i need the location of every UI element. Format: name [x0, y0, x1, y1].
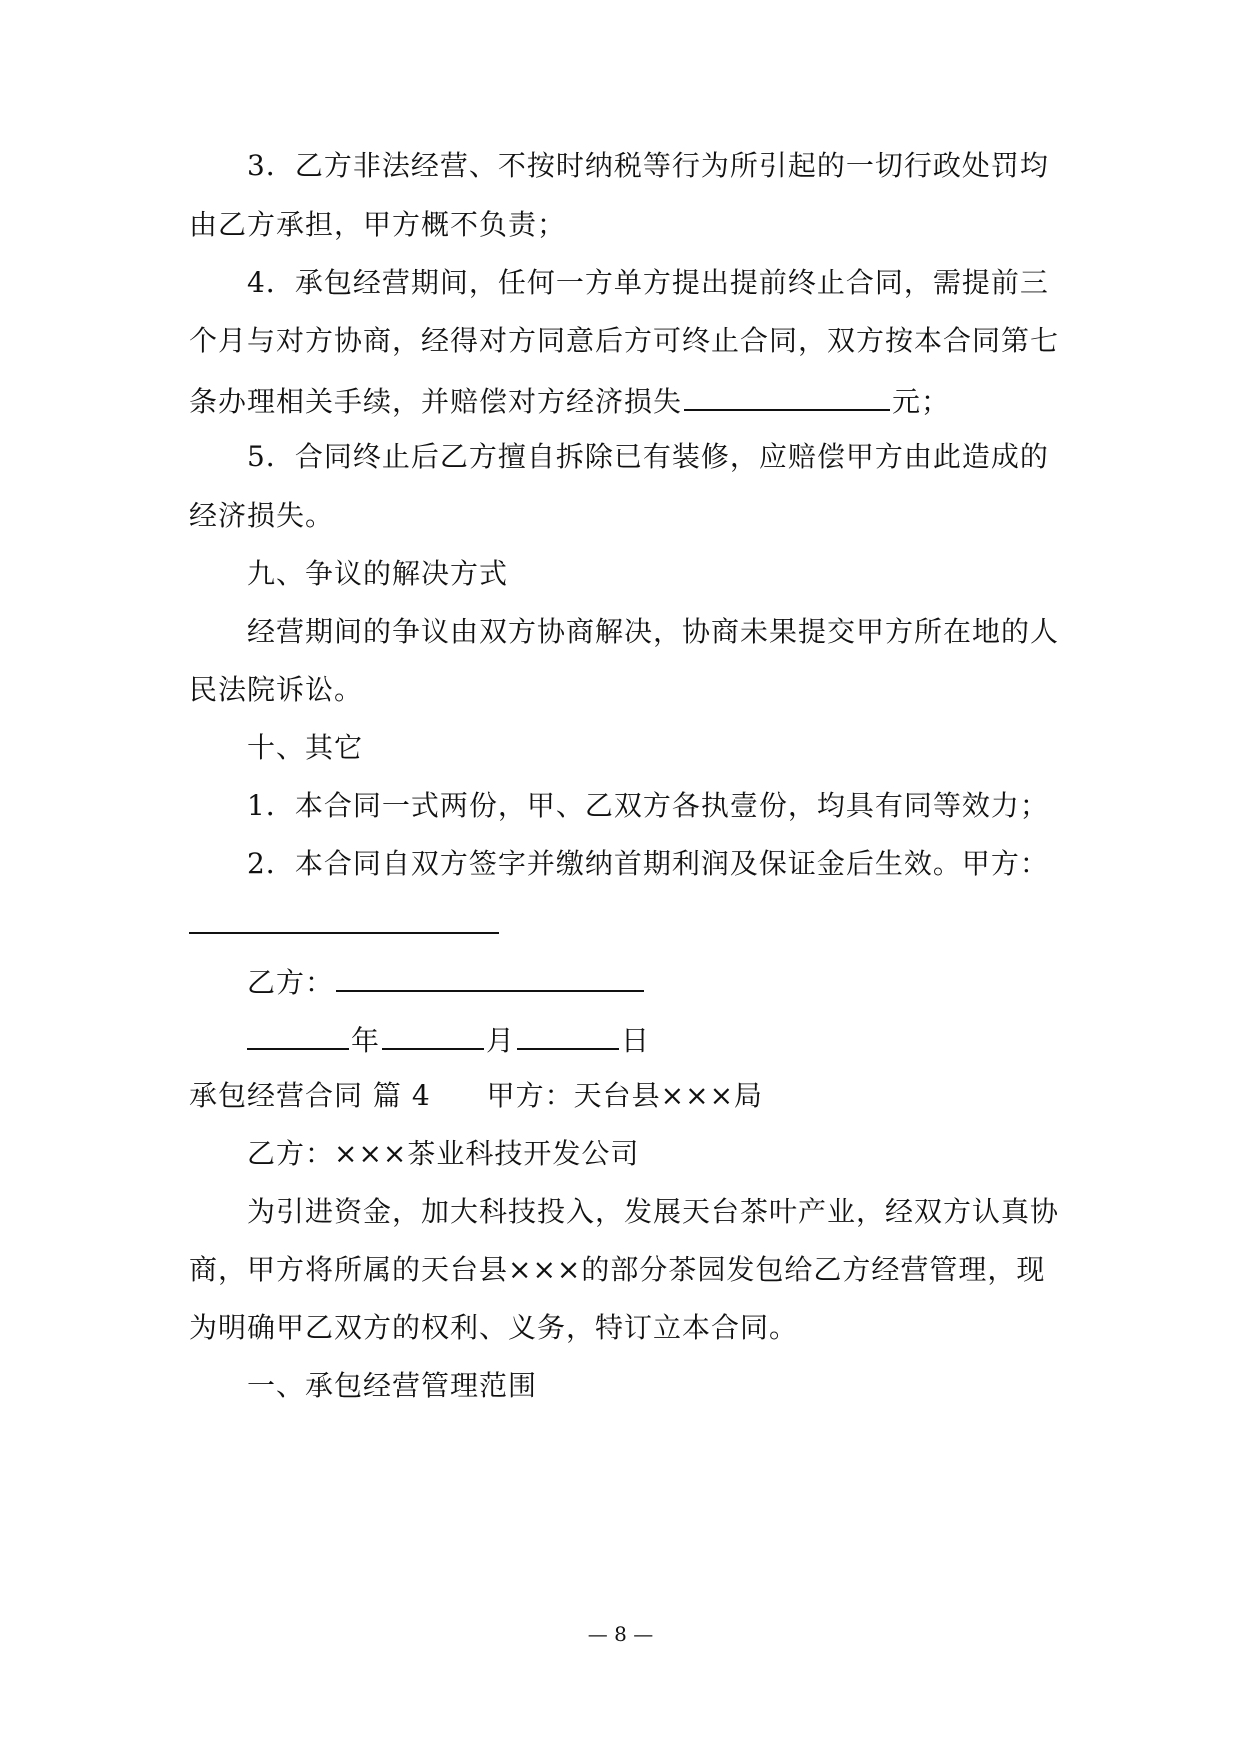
- clause-10-2: 2．本合同自双方签字并缴纳首期利润及保证金后生效。甲方：: [247, 847, 1049, 880]
- contract-number: 篇 4: [372, 1079, 431, 1112]
- year-label: 年: [351, 1024, 381, 1057]
- party-a-signature-blank: [189, 902, 499, 934]
- day-blank: [517, 1018, 619, 1050]
- clause-8-4-suffix: 元；: [892, 385, 951, 418]
- party-b-signature-row: [247, 960, 646, 1003]
- section-9-line-1: 经营期间的争议由双方协商解决，协商未果提交甲方所在地的人: [247, 615, 1060, 648]
- year-blank: [247, 1018, 349, 1050]
- clause-8-5-line-2: 经济损失。: [189, 499, 335, 532]
- section-9-heading: 九、争议的解决方式: [247, 557, 509, 590]
- preamble-line-3: 为明确甲乙双方的权利、义务，特订立本合同。: [189, 1311, 799, 1344]
- clause-8-3-line-1: 3．乙方非法经营、不按时纳税等行为所引起的一切行政处罚均: [247, 149, 1049, 182]
- party-b-label: 乙方：: [247, 966, 335, 999]
- section-1-heading: 一、承包经营管理范围: [247, 1369, 538, 1402]
- section-9-line-2: 民法院诉讼。: [189, 673, 364, 706]
- clause-8-4-text: 条办理相关手续，并赔偿对方经济损失: [189, 385, 683, 418]
- contract-title: 承包经营合同: [189, 1079, 364, 1112]
- month-blank: [382, 1018, 484, 1050]
- party-a-signature-line: [189, 902, 499, 945]
- party-a-name: 甲方：天台县×××局: [486, 1079, 764, 1112]
- compensation-amount-blank: [684, 379, 890, 411]
- party-b-name: 乙方：×××茶业科技开发公司: [247, 1137, 640, 1170]
- preamble-line-2: 商，甲方将所属的天台县×××的部分茶园发包给乙方经营管理，现: [189, 1253, 1046, 1286]
- clause-8-3-line-2: 由乙方承担，甲方概不负责；: [189, 208, 567, 241]
- clause-8-4-line-3: [189, 379, 950, 422]
- date-row: [247, 1018, 650, 1061]
- clause-10-1: 1．本合同一式两份，甲、乙双方各执壹份，均具有同等效力；: [247, 789, 1049, 822]
- section-10-heading: 十、其它: [247, 731, 364, 764]
- clause-8-4-line-2: 个月与对方协商，经得对方同意后方可终止合同，双方按本合同第七: [189, 324, 1060, 357]
- contract-4-title-row: [189, 1076, 763, 1116]
- clause-8-4-line-1: 4．承包经营期间，任何一方单方提出提前终止合同，需提前三: [247, 266, 1049, 299]
- page-number: — 8 —: [587, 1622, 654, 1646]
- preamble-line-1: 为引进资金，加大科技投入，发展天台茶叶产业，经双方认真协: [247, 1195, 1060, 1228]
- day-label: 日: [621, 1024, 651, 1057]
- party-b-signature-blank: [336, 960, 644, 992]
- clause-8-5-line-1: 5．合同终止后乙方擅自拆除已有装修，应赔偿甲方由此造成的: [247, 440, 1049, 473]
- month-label: 月: [486, 1024, 516, 1057]
